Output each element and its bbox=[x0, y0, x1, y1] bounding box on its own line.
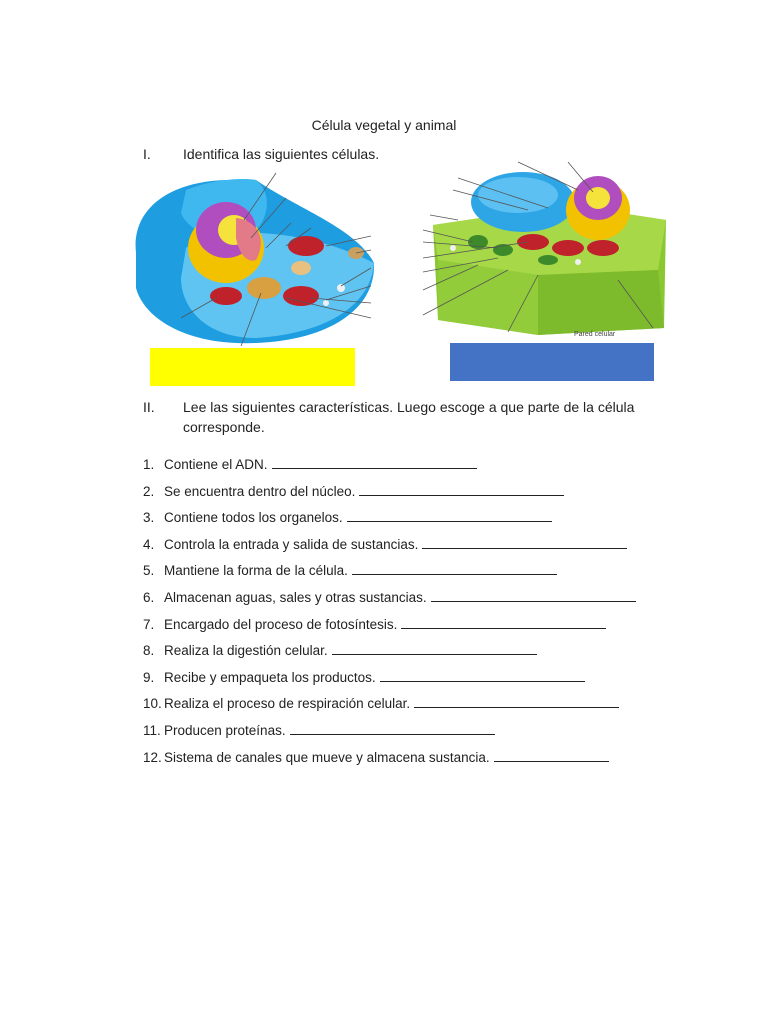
answer-blank[interactable] bbox=[359, 483, 564, 496]
question-number: 4. bbox=[143, 536, 155, 552]
question-item bbox=[143, 616, 606, 632]
section-2-number: II. bbox=[143, 399, 155, 415]
answer-blank[interactable] bbox=[380, 669, 585, 682]
question-item bbox=[143, 589, 636, 605]
question-item bbox=[143, 509, 552, 525]
question-text: Contiene todos los organelos. bbox=[164, 510, 343, 526]
question-item bbox=[143, 536, 627, 552]
question-text: Controla la entrada y salida de sustancias. bbox=[164, 536, 419, 552]
question-number: 8. bbox=[143, 643, 155, 659]
question-text: Realiza la digestión celular. bbox=[164, 643, 328, 659]
plant-cell-wall-label: Pared celular bbox=[574, 331, 616, 338]
question-item bbox=[143, 695, 619, 711]
question-number: 12. bbox=[143, 749, 162, 765]
section-1-number: I. bbox=[143, 146, 151, 162]
plant-cell-answer-box[interactable] bbox=[450, 343, 654, 381]
question-text: Recibe y empaqueta los productos. bbox=[164, 669, 376, 685]
question-text: Producen proteínas. bbox=[164, 723, 286, 738]
question-number: 3. bbox=[143, 510, 155, 526]
answer-blank[interactable] bbox=[290, 722, 495, 735]
animal-cell-illustration bbox=[126, 168, 376, 346]
question-number: 7. bbox=[143, 616, 155, 632]
answer-blank[interactable] bbox=[494, 749, 609, 762]
answer-blank[interactable] bbox=[414, 695, 619, 708]
answer-blank[interactable] bbox=[431, 589, 636, 602]
answer-blank[interactable] bbox=[272, 456, 477, 469]
question-number: 5. bbox=[143, 563, 155, 579]
question-text: Contiene el ADN. bbox=[164, 457, 268, 472]
question-text: Sistema de canales que mueve y almacena sustancia. bbox=[164, 749, 490, 765]
question-number: 1. bbox=[143, 457, 155, 472]
page-title: Célula vegetal y animal bbox=[311, 117, 457, 133]
answer-blank[interactable] bbox=[332, 642, 537, 655]
answer-blank[interactable] bbox=[422, 536, 627, 549]
question-text: Encargado del proceso de fotosíntesis. bbox=[164, 616, 398, 632]
question-item bbox=[143, 669, 585, 685]
question-item bbox=[143, 562, 557, 578]
question-text: Almacenan aguas, sales y otras sustancias. bbox=[164, 590, 427, 605]
question-item bbox=[143, 642, 537, 658]
question-text: Mantiene la forma de la célula. bbox=[164, 563, 348, 579]
question-item bbox=[143, 722, 495, 738]
question-text: Se encuentra dentro del núcleo. bbox=[164, 483, 356, 499]
answer-blank[interactable] bbox=[401, 616, 606, 629]
question-item bbox=[143, 483, 564, 499]
question-number: 6. bbox=[143, 590, 155, 605]
question-number: 2. bbox=[143, 483, 155, 499]
section-1-instruction: Identifica las siguientes células. bbox=[183, 146, 380, 162]
animal-cell-answer-box[interactable] bbox=[150, 348, 355, 386]
question-item bbox=[143, 456, 477, 472]
question-number: 10. bbox=[143, 696, 162, 712]
section-2-instruction: Lee las siguientes características. Luego escoge a que parte de la célula corresponde. bbox=[183, 399, 635, 435]
question-number: 11. bbox=[143, 723, 161, 738]
plant-cell-illustration bbox=[418, 160, 668, 338]
question-number: 9. bbox=[143, 669, 155, 685]
answer-blank[interactable] bbox=[352, 562, 557, 575]
answer-blank[interactable] bbox=[347, 509, 552, 522]
question-item bbox=[143, 749, 609, 765]
question-text: Realiza el proceso de respiración celular. bbox=[164, 696, 411, 712]
